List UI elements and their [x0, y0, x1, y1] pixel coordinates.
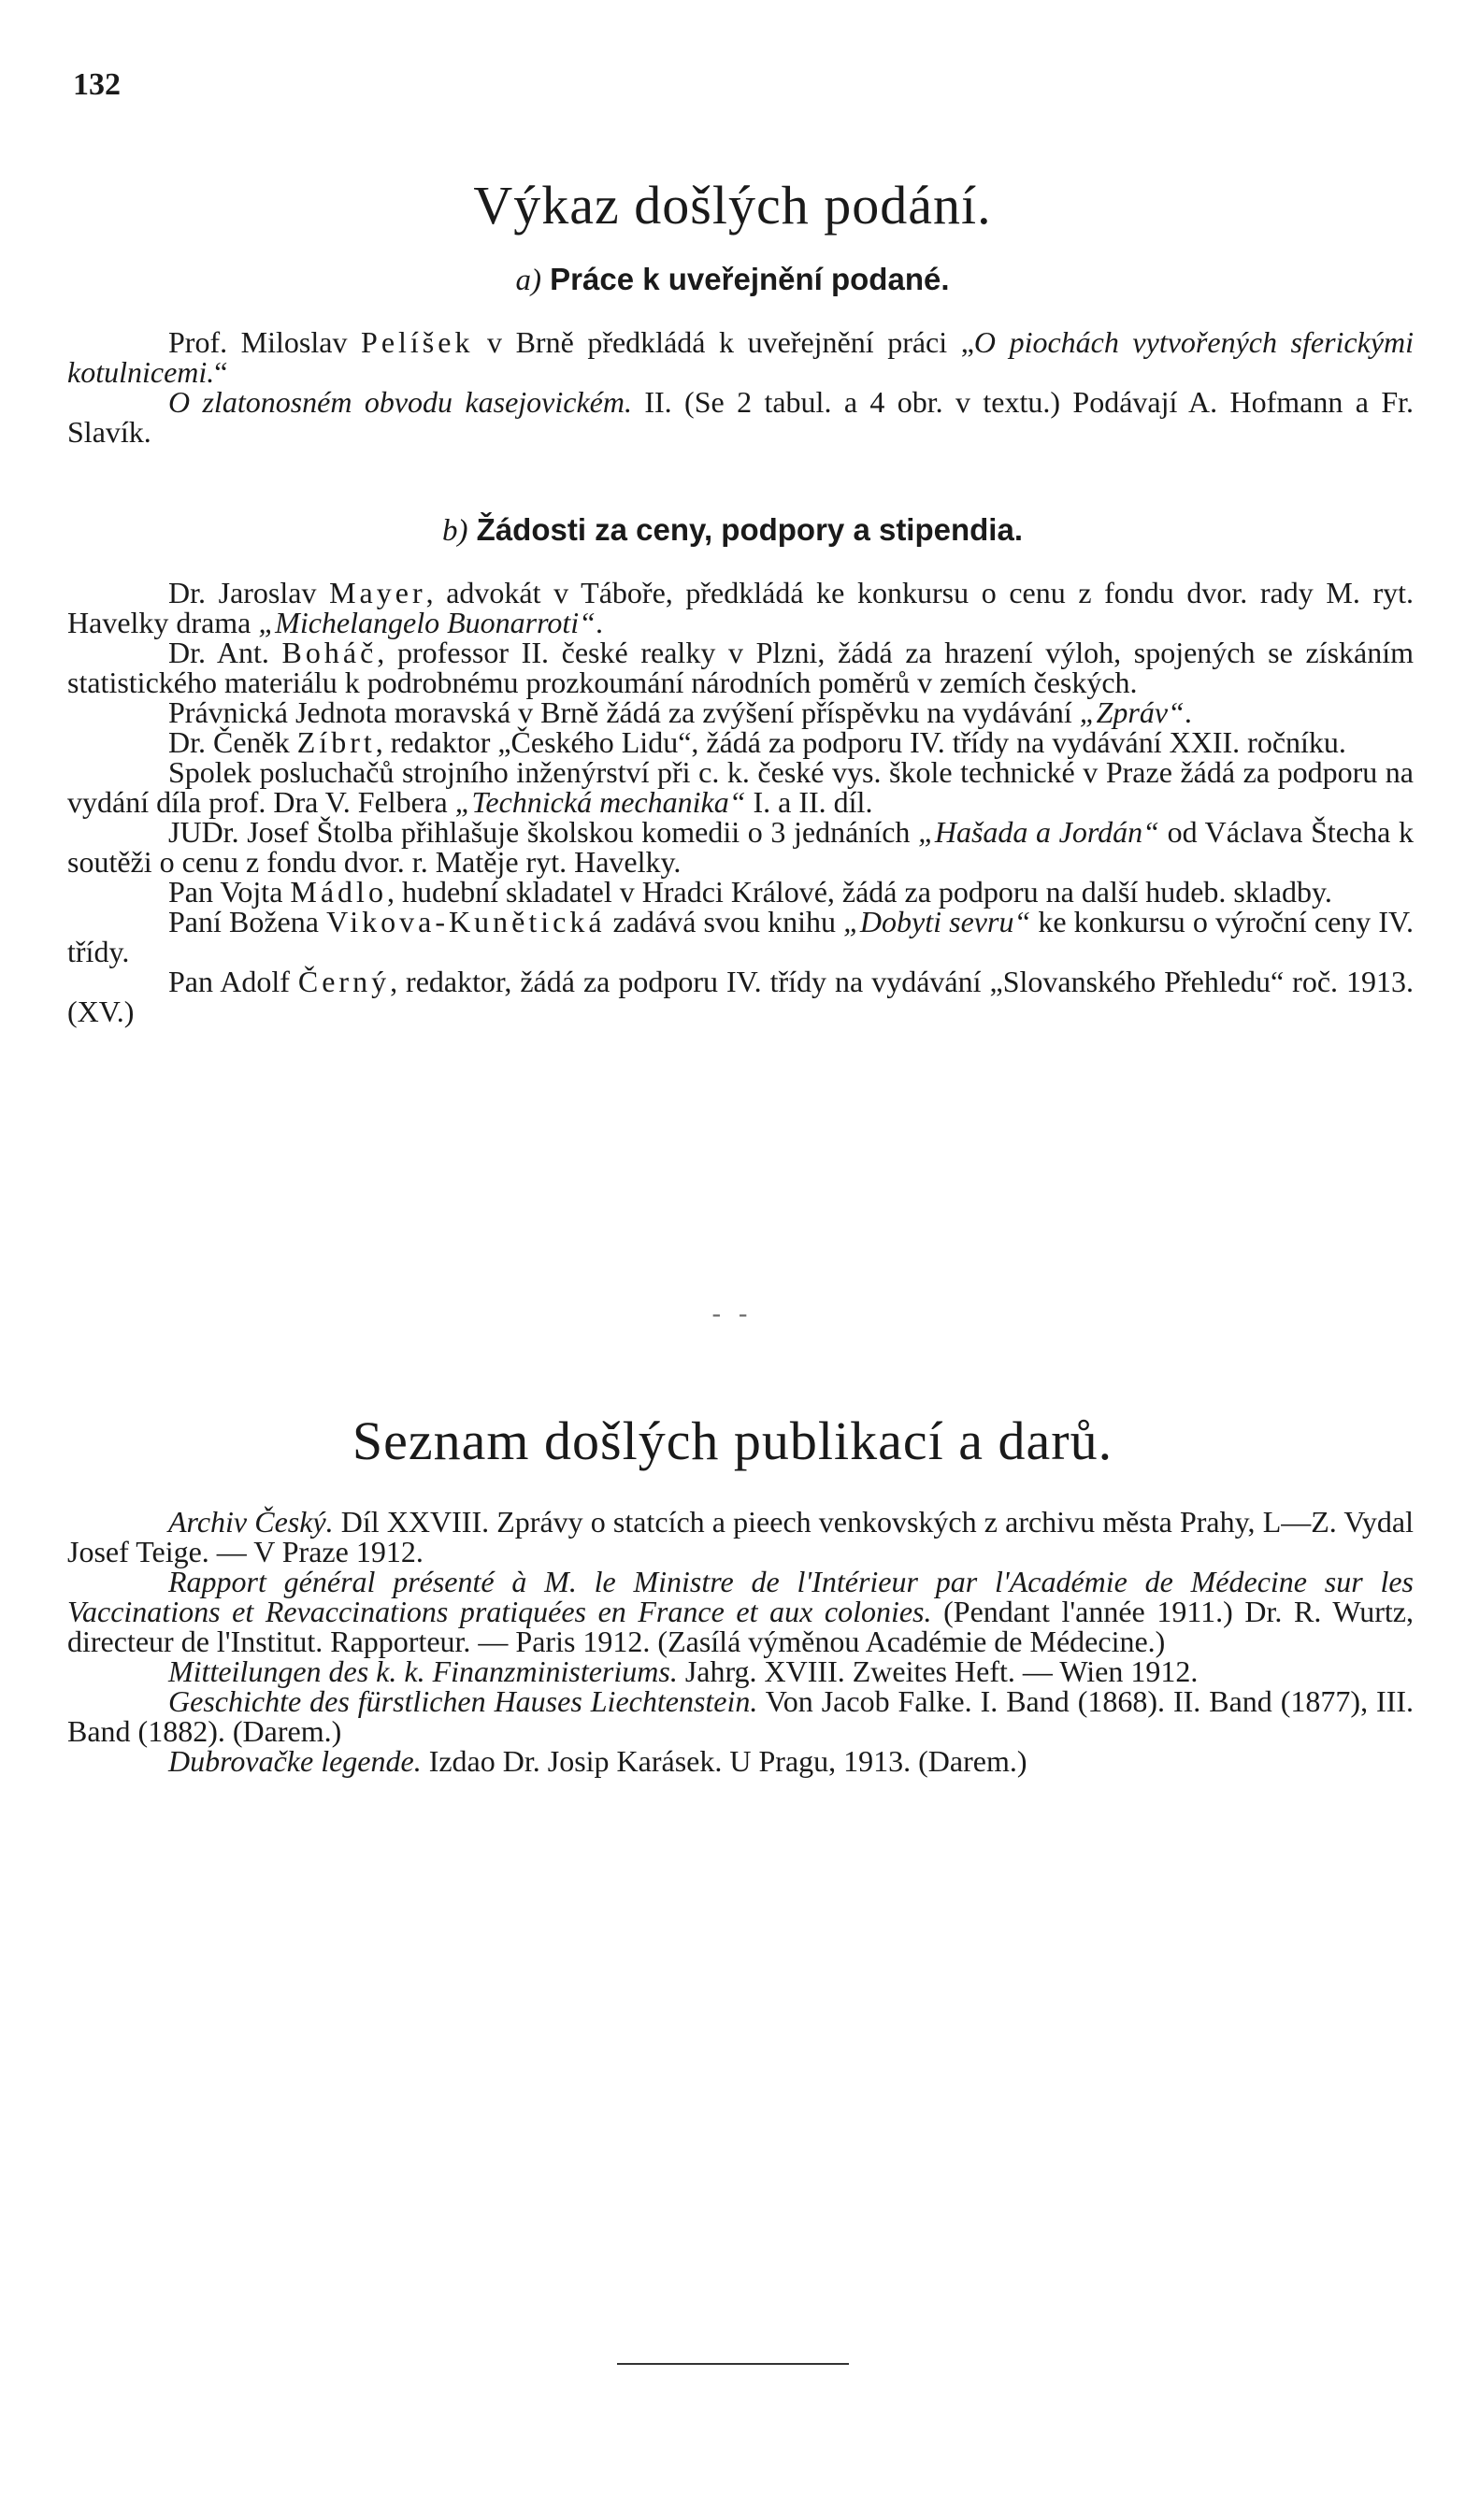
publication-title: Archiv Český.: [168, 1505, 334, 1539]
separator-mark: - -: [711, 1299, 754, 1328]
request-entry: [67, 817, 1414, 877]
entries-b: [67, 578, 1414, 1026]
publication-details: Izdao Dr. Josip Karásek. U Pragu, 1913. (Darem.): [421, 1744, 1027, 1778]
request-entry: [67, 757, 1414, 817]
entry-text: .: [1184, 695, 1192, 729]
entry-text: ke konkursu o výroční ceny IV. třídy.: [67, 905, 1415, 968]
entry-text: Paní Božena: [168, 905, 327, 938]
work-title: „Dobyti sevru“: [843, 905, 1031, 938]
person-name: Vikova-Kunětická: [326, 905, 606, 938]
publication-entry: [67, 1507, 1414, 1567]
entry-text: Dr. Čeněk: [168, 725, 297, 759]
subheading-a-label: a): [515, 264, 541, 297]
request-entry: [67, 578, 1414, 637]
entry-text: I. a II. díl.: [745, 785, 873, 819]
person-name: Boháč: [281, 636, 378, 669]
entry-a2: O zlatonosném obvodu kasejovickém. II. (Se 2 tabul. a 4 obr. v textu.) Podávají A. Hofmann a Fr. Slavík.: [67, 385, 1415, 449]
publication-title: Rapport général présenté à M. le Ministre de l'Intérieur par l'Académie de Médecine sur les Vaccinations et Revaccinations pratiquées en France et aux colonies.: [67, 1565, 1414, 1628]
request-entry: [67, 966, 1414, 1026]
work-title: O zlatonosném obvodu kasejovickém.: [168, 385, 632, 419]
person-name: Černý: [297, 965, 391, 998]
entry-text: Pan Vojta: [168, 875, 291, 909]
section-title-publications: Seznam došlých publikací a darů.: [352, 1410, 1113, 1471]
publication-title: Geschichte des fürstlichen Hauses Liechtenstein.: [168, 1684, 758, 1718]
entry-text: .: [595, 606, 603, 639]
author-name: Pelíšek: [361, 325, 474, 359]
request-entry: [67, 637, 1414, 697]
entry-text: , redaktor „Českého Lidu“, žádá za podporu IV. třídy na vydávání XXII. ročníku.: [375, 725, 1346, 759]
entry-text: , hudební skladatel v Hradci Králové, žádá za podporu na další hudeb. skladby.: [386, 875, 1332, 909]
entry-text: od Václava Štecha k soutěži o cenu z fondu dvor. r. Matěje ryt. Havelky.: [67, 815, 1415, 879]
publication-entry: [67, 1656, 1414, 1686]
entry-text: , advokát v Táboře, předkládá ke konkursu o cenu z fondu dvor. rady M. ryt. Havelky drama: [67, 576, 1415, 639]
person-name: Mayer: [329, 576, 426, 609]
entry-text: , redaktor, žádá za podporu IV. třídy na vydávání „Slovanského Přehledu“ roč. 1913. (XV.): [67, 965, 1415, 1028]
work-title: O piochách vytvořených sferickými kotulnicemi.: [67, 325, 1415, 389]
section-title-submissions: Výkaz došlých podání.: [473, 175, 992, 236]
publication-entry: [67, 1567, 1414, 1656]
publication-title: Dubrovačke legende.: [168, 1744, 422, 1778]
entry-text: Pan Adolf: [168, 965, 298, 998]
publication-title: Mitteilungen des k. k. Finanzministeriums.: [168, 1654, 678, 1688]
entry-text: Dr. Jaroslav: [168, 576, 330, 609]
person-name: Zíbrt: [296, 725, 376, 759]
publication-details: Díl XXVIII. Zprávy o statcích a pieech venkovských z archivu města Prahy, L—Z. Vydal Josef Teige. — V Praze 1912.: [67, 1505, 1415, 1568]
entry-text: Spolek posluchačů strojního inženýrství při c. k. české vys. škole technické v Praze žádá za podporu na vydání díla prof. Dra V. Felbera: [67, 755, 1414, 819]
subheading-b-label: b): [441, 514, 468, 548]
request-entry: [67, 907, 1414, 966]
publication-entry: [67, 1686, 1414, 1746]
publication-details: Von Jacob Falke. I. Band (1868). II. Band (1877), III. Band (1882). (Darem.): [67, 1684, 1414, 1748]
entry-a1: Prof. Miloslav Pelíšek v Brně předkládá k uveřejnění práci „O piochách vytvořených sferickými kotulnicemi.“: [67, 325, 1415, 389]
page-number: 132: [73, 67, 121, 102]
request-entry: [67, 877, 1414, 907]
entry-text: Dr. Ant.: [168, 636, 282, 669]
subheading-b: [0, 512, 1465, 549]
entry-text: , professor II. české realky v Plzni, žádá za hrazení výloh, spojených se získáním statistického materiálu k podrobnému prozkoumání národních poměrů v zemích českých.: [67, 636, 1415, 699]
entry-text: JUDr. Josef Štolba přihlašuje školskou komedii o 3 jednáních: [168, 815, 919, 849]
entries-a: [67, 327, 1414, 447]
publication-details: Jahrg. XVIII. Zweites Heft. — Wien 1912.: [677, 1654, 1199, 1688]
request-entry: [67, 697, 1414, 727]
work-title: „Hašada a Jordán“: [918, 815, 1159, 849]
subheading-b-text: Žádosti za ceny, podpory a stipendia.: [476, 512, 1023, 547]
publication-entry: [67, 1746, 1414, 1776]
entry-text: Právnická Jednota moravská v Brně žádá za zvýšení příspěvku na vydávání: [168, 695, 1080, 729]
entries-publications: [67, 1507, 1414, 1776]
end-rule: [617, 2363, 849, 2365]
request-entry: [67, 727, 1414, 757]
entry-text: zadává svou knihu: [605, 905, 844, 938]
subheading-a: [0, 262, 1465, 298]
work-title: „Zpráv“: [1079, 695, 1185, 729]
subheading-a-text: Práce k uveřejnění podané.: [550, 262, 950, 296]
person-name: Mádlo: [290, 875, 387, 909]
work-title: „Technická mechanika“: [454, 785, 746, 819]
publication-details: (Pendant l'année 1911.) Dr. R. Wurtz, directeur de l'Institut. Rapporteur. — Paris 1912. (Zasílá výměnou Académie de Médecine.): [67, 1595, 1415, 1658]
work-title: „Michelangelo Buonarroti“: [258, 606, 596, 639]
